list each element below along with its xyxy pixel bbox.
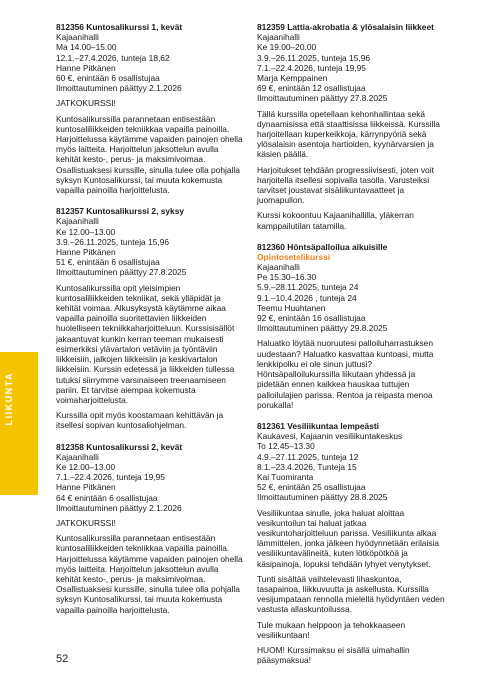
course-dates: 3.9.–26.11.2025, tunteja 15,96	[56, 236, 170, 247]
course-deadline: Ilmoittautuminen päättyy 27.8.2025	[56, 267, 187, 278]
course-dates: 12.1.–27.4.2026, tunteja 18,62	[56, 52, 170, 63]
course-location: Kajaanihalli	[257, 32, 300, 43]
course-time: Ke 12.00–13.00	[56, 226, 116, 237]
course-price: 92 €, enintään 16 osallistujaa	[257, 313, 366, 324]
course-time: Ke 19.00–20.00	[257, 42, 317, 53]
course-description: Vesiliikuntaa sinulle, joka haluat aloittaa vesikuntoilun tai haluat jatkaa vesikuntoharjoitteluun parissa. Vesiliikunta alkaa lämmittelen, jonka jälkeen hyödynnetään erilaisia vesiliikuntavälineitä, kuten lötköpötköä ja käsipainoja, lopuksi tehdään lyhyet venytykset.	[257, 507, 440, 569]
course-dates: 9.1.–10.4.2026 , tunteja 24	[257, 292, 357, 303]
course-price: 60 €, enintään 6 osallistujaa	[56, 73, 160, 84]
course-price: 64 € enintään 6 osallistujaa	[56, 492, 158, 503]
course-time: Pe 15.30–16.30	[257, 272, 317, 283]
course-teacher: Hanne Pitkänen	[56, 247, 116, 258]
course-title: 812358 Kuntosalikurssi 2, kevät	[56, 441, 183, 452]
course-teacher: Hanne Pitkänen	[56, 482, 116, 493]
course-deadline: Ilmoittautuminen päättyy 2.1.2026	[56, 83, 182, 94]
course-deadline: Ilmoittautuminen päättyy 29.8.2025	[257, 323, 388, 334]
course-dates: 5.9.–28.11.2025, tunteja 24	[257, 282, 359, 293]
course-812357	[56, 206, 244, 430]
course-description: Haluatko löytää nuoruutesi palloiluharrastuksen uudestaan? Haluatko kasvattaa kuntoasi, mutta lenkkipolku ei ole sinun juttusi? Höntsäpalloilukurssilla liikutaan yhdessä ja pidetään ennen kaikkea hauskaa tuttujen palloilulajien parissa. Rentoa ja reipasta menoa porukalla!	[257, 338, 434, 410]
course-title: 812360 Höntsäpalloilua aikuisille	[257, 241, 388, 252]
course-description: Tunti sisältää vaihtelevasti lihaskuntoa, tasapainoa, liikkuvuutta ja askellusta. Kurssilla vesijumpataan rennolla mielellä hyödyntäen veden vastusta allaskuntoilussa.	[257, 573, 445, 615]
course-location: Kajaanihalli	[56, 216, 99, 227]
course-description: Kuntosalikurssilla parannetaan entisestään kuntosaliliikkeiden tekniikkaa vapailla painoilla. Harjoittelussa käytämme vapaiden painojen ohella myös laitteita. Harjoittelun jaksottelun avulla kehität kesto-, perus- ja maksimivoimaa. Osallistuaksesi kurssille, sinulla tulee olla pohjalla syksyn Kuntosalikurssi, tai muuta kokemusta vapailla painoilla harjoittelusta.	[56, 533, 243, 615]
course-812361	[257, 421, 447, 665]
course-location: Kaukavesi, Kajaanin vesiliikuntakeskus	[257, 431, 403, 442]
course-812360	[257, 242, 447, 410]
course-title: 812361 Vesiliikuntaa lempeästi	[257, 420, 379, 431]
course-title: 812356 Kuntosalikurssi 1, kevät	[56, 22, 183, 32]
course-deadline: Ilmoittautuminen päättyy 28.8.2025	[257, 492, 388, 503]
course-location: Kajaanihalli	[257, 262, 300, 273]
course-description: Tällä kurssilla opetellaan kehonhallintaa sekä dynaamisissa että staattisissa liikkeissä. Kurssilla harjoitellaan kuperkeikkoja, kärrynpyöriä sekä ylösalaisin asentoja hartioiden, kyynärvarsien ja käsien päällä.	[257, 108, 440, 160]
course-deadline: Ilmoittautuminen päättyy 27.8.2025	[257, 93, 388, 104]
course-title: 812359 Lattia-akrobatia & ylösalaisin liikkeet	[257, 22, 434, 32]
course-location: Kajaanihalli	[56, 32, 99, 43]
course-deadline: Ilmoittautuminen päättyy 2.1.2026	[56, 502, 182, 513]
course-time: Ke 12.00–13.00	[56, 461, 116, 472]
course-812358	[56, 442, 244, 615]
course-time: To 12.45–13.30	[257, 441, 315, 452]
course-description: Kuntosalikurssilla opit yleisimpien kuntosaliliikkeiden tekniikat, sekä ylläpidät ja kehität voimaa. Alkusyksystä käytämme aikaa vapailla painoilla suoritettavien liikkeiden huolelliseen tekniikkaharjoitteluun. Kurssisisällöt jakaantuvat kunkin kerran teeman mukaisesti esimerkiksi ylävartalon vetäviin ja työntäviin liikkeisiin, jalkojen liikkeisiin ja keskivartalon liikkeisiin. Kurssin edetessä ja liikkeiden tullessa tutuksi siirrymme varsinaiseen treenaamiseen pariin. Et tarvitse aiempaa kokemusta voimaharjoittelusta.	[56, 282, 235, 405]
course-dates: 7.1.–22.4.2026, tunteja 19,95	[56, 472, 165, 483]
course-description: Kurssi kokoontuu Kajaanihallilla, yläkerran kamppailutilan tatamilla.	[257, 210, 414, 231]
course-teacher: Teemu Huuhtanen	[257, 302, 326, 313]
course-price: 51 €, enintään 6 osallistujaa	[56, 257, 160, 268]
course-dates: 8.1.–23.4.2026, Tunteja 15	[257, 461, 357, 472]
course-note: JATKOKURSSI!	[56, 98, 116, 109]
course-note: JATKOKURSSI!	[56, 517, 116, 528]
section-tab-label: LIIKUNTA	[4, 372, 14, 426]
course-description: Harjoitukset tehdään progressiivisesti, joten voit harjoitella itsellesi sopivalla tasolla. Varusteiksi tarvitset joustavat sisäliikuntavaatteet ja juomapullon.	[257, 164, 434, 206]
course-teacher: Marja Kemppainen	[257, 73, 328, 84]
course-tagline: Opintosetelikurssi	[257, 252, 331, 263]
course-dates: 4.9.–27.11.2025, tunteja 12	[257, 451, 359, 462]
course-location: Kajaanihalli	[56, 451, 99, 462]
left-column	[56, 22, 244, 626]
course-description: Kuntosalikurssilla parannetaan entisestään kuntosaliliikkeiden tekniikkaa vapailla painoilla. Harjoittelussa käytämme vapaiden painojen ohella myös laitteita. Harjoittelun jaksottelun avulla kehität kesto-, perus- ja maksimivoimaa. Osallistuaksesi kurssille, sinulla tulee olla pohjalla syksyn Kuntosalikurssi, tai muuta kokemusta vapailla painoilla harjoittelusta.	[56, 113, 243, 196]
course-812359	[257, 22, 447, 231]
right-column	[257, 22, 447, 676]
course-title: 812357 Kuntosalikurssi 2, syksy	[56, 206, 185, 217]
course-description: HUOM! Kurssimaksu ei sisällä uimahallin pääsymaksua!	[257, 644, 410, 666]
course-description: Kurssilla opit myös koostamaan kehittävän ja itsellesi sopivan kuntosaliohjelman.	[56, 410, 224, 431]
course-dates: 7.1.–22.4.2026, tunteja 19,95	[257, 62, 366, 73]
course-dates: 3.9.–26.11.2025, tunteja 15,96	[257, 52, 371, 63]
page-number: 52	[56, 653, 69, 665]
course-812356	[56, 22, 244, 195]
course-teacher: Kai Tuomiranta	[257, 471, 314, 482]
course-teacher: Hanne Pitkänen	[56, 62, 116, 73]
course-price: 52 €, enintään 25 osallistujaa	[257, 482, 366, 493]
course-time: Ma 14.00–15.00	[56, 42, 117, 53]
course-description: Tule mukaan helppoon ja tehokkaaseen vesiliikuntaan!	[257, 619, 406, 640]
course-price: 69 €, enintään 12 osallistujaa	[257, 83, 366, 94]
